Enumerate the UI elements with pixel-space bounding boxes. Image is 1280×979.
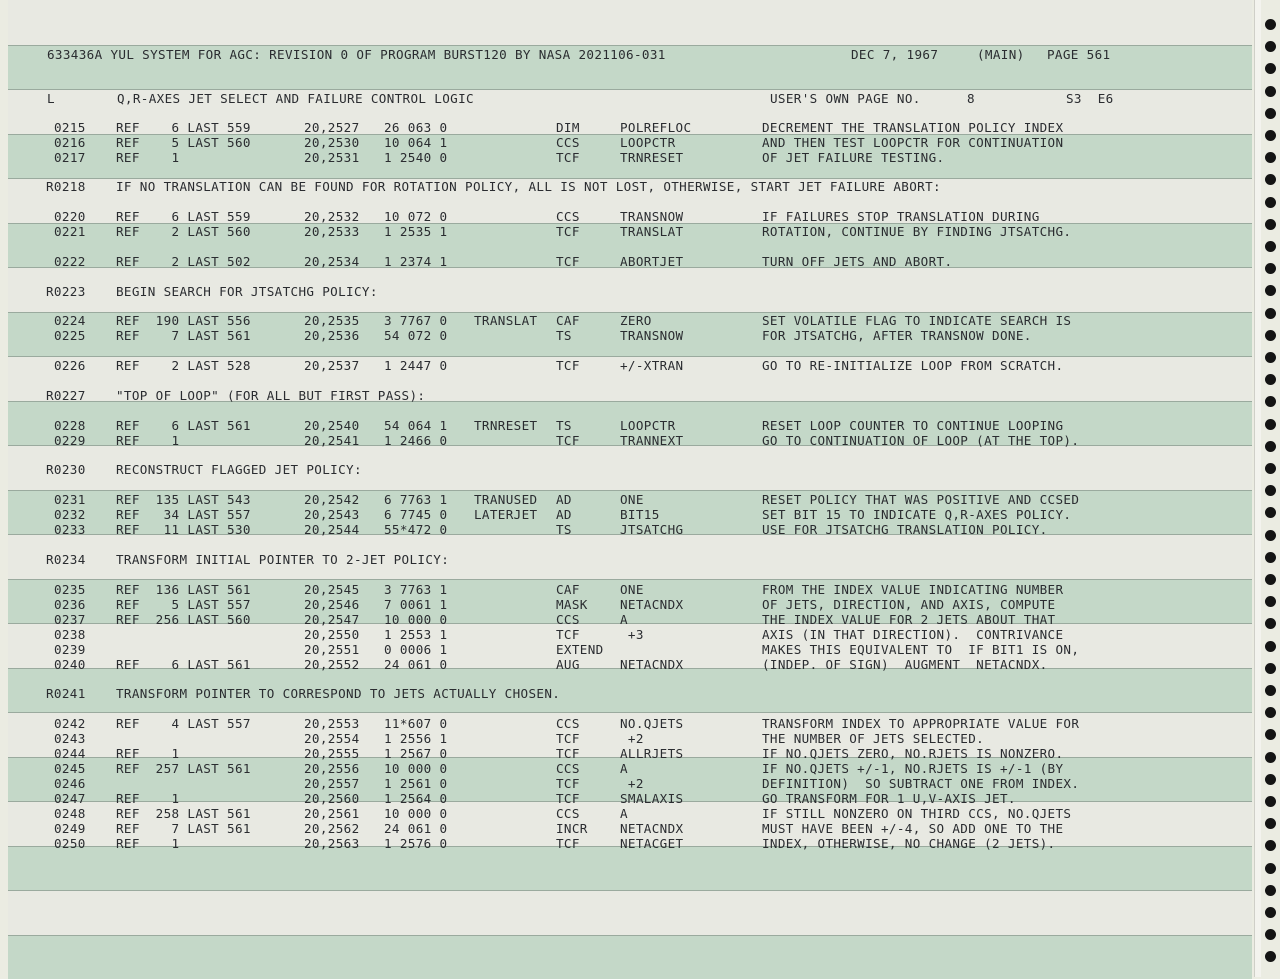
- address: 20,2544: [304, 522, 360, 537]
- rule-line: [8, 356, 1252, 357]
- line-number: 0225: [54, 328, 86, 343]
- opcode: TCF: [556, 224, 580, 239]
- address: 20,2561: [304, 806, 360, 821]
- label: TRANSLAT: [474, 313, 537, 328]
- comment: AND THEN TEST LOOPCTR FOR CONTINUATION: [762, 135, 1063, 150]
- comment: IF NO.QJETS ZERO, NO.RJETS IS NONZERO.: [762, 746, 1063, 761]
- operand: JTSATCHG: [620, 522, 683, 537]
- feed-hole-icon: [1265, 19, 1276, 30]
- reference: REF 135 LAST 543: [116, 492, 251, 507]
- operand: TRANSNOW: [620, 209, 683, 224]
- address: 20,2547: [304, 612, 360, 627]
- remark-text: "TOP OF LOOP" (FOR ALL BUT FIRST PASS):: [116, 388, 425, 403]
- opcode: DIM: [556, 120, 580, 135]
- address: 20,2556: [304, 761, 360, 776]
- line-number: 0224: [54, 313, 86, 328]
- line-number: 0243: [54, 731, 86, 746]
- opcode: TCF: [556, 358, 580, 373]
- feed-hole-icon: [1265, 41, 1276, 52]
- octal-word: 10 064 1: [384, 135, 447, 150]
- reference: REF 256 LAST 560: [116, 612, 251, 627]
- line-number: 0238: [54, 627, 86, 642]
- rule-line: [8, 935, 1252, 936]
- section-header: [47, 91, 63, 106]
- operand: LOOPCTR: [620, 418, 676, 433]
- feed-hole-icon: [1265, 86, 1276, 97]
- line-number: 0232: [54, 507, 86, 522]
- address: 20,2532: [304, 209, 360, 224]
- comment: IF FAILURES STOP TRANSLATION DURING: [762, 209, 1040, 224]
- sheet-edge: [1254, 0, 1261, 977]
- comment: INDEX, OTHERWISE, NO CHANGE (2 JETS).: [762, 836, 1056, 851]
- opcode: AD: [556, 507, 572, 522]
- comment: GO TRANSFORM FOR 1 U,V-AXIS JET.: [762, 791, 1016, 806]
- feed-hole-icon: [1265, 729, 1276, 740]
- opcode: CAF: [556, 582, 580, 597]
- octal-word: 11*607 0: [384, 716, 447, 731]
- comment: FOR JTSATCHG, AFTER TRANSNOW DONE.: [762, 328, 1032, 343]
- operand: SMALAXIS: [620, 791, 683, 806]
- reference: REF 6 LAST 559: [116, 120, 251, 135]
- line-number: 0245: [54, 761, 86, 776]
- octal-word: 0 0006 1: [384, 642, 447, 657]
- address: 20,2562: [304, 821, 360, 836]
- comment: FROM THE INDEX VALUE INDICATING NUMBER: [762, 582, 1063, 597]
- octal-word: 54 064 1: [384, 418, 447, 433]
- feed-hole-icon: [1265, 197, 1276, 208]
- comment: IF NO.QJETS +/-1, NO.RJETS IS +/-1 (BY: [762, 761, 1063, 776]
- feed-hole-icon: [1265, 574, 1276, 585]
- feed-hole-icon: [1265, 530, 1276, 541]
- operand: ONE: [620, 582, 644, 597]
- octal-word: 10 072 0: [384, 209, 447, 224]
- comment: OF JET FAILURE TESTING.: [762, 150, 944, 165]
- feed-hole-icon: [1265, 174, 1276, 185]
- listing-type: L: [47, 91, 55, 106]
- octal-word: 1 2374 1: [384, 254, 447, 269]
- comment: MAKES THIS EQUIVALENT TO IF BIT1 IS ON,: [762, 642, 1079, 657]
- opcode: CCS: [556, 716, 580, 731]
- comment: THE NUMBER OF JETS SELECTED.: [762, 731, 984, 746]
- octal-word: 1 2535 1: [384, 224, 447, 239]
- operand: TRANSNOW: [620, 328, 683, 343]
- line-number: R0230: [46, 462, 86, 477]
- comment: SET BIT 15 TO INDICATE Q,R-AXES POLICY.: [762, 507, 1071, 522]
- opcode: CCS: [556, 135, 580, 150]
- opcode: TS: [556, 328, 572, 343]
- page-ref: S3 E6: [1066, 91, 1114, 106]
- page-number: PAGE 561: [1047, 47, 1110, 62]
- opcode: CAF: [556, 313, 580, 328]
- feed-hole-icon: [1265, 863, 1276, 874]
- feed-hole-icon: [1265, 951, 1276, 962]
- opcode: TCF: [556, 746, 580, 761]
- octal-word: 3 7763 1: [384, 582, 447, 597]
- opcode: AD: [556, 492, 572, 507]
- opcode: AUG: [556, 657, 580, 672]
- line-number: 0221: [54, 224, 86, 239]
- line-number: R0223: [46, 284, 86, 299]
- address: 20,2552: [304, 657, 360, 672]
- line-number: 0237: [54, 612, 86, 627]
- own-page-number: 8: [967, 91, 975, 106]
- listing-title: 633436A YUL SYSTEM FOR AGC: REVISION 0 OF PROGRAM BURST120 BY NASA 2021106-031: [47, 47, 666, 62]
- operand: ONE: [620, 492, 644, 507]
- reference: REF 190 LAST 556: [116, 313, 251, 328]
- operand: ABORTJET: [620, 254, 683, 269]
- address: 20,2551: [304, 642, 360, 657]
- opcode: TCF: [556, 836, 580, 851]
- operand: TRANNEXT: [620, 433, 683, 448]
- feed-hole-icon: [1265, 929, 1276, 940]
- operand: +/-XTRAN: [620, 358, 683, 373]
- opcode: EXTEND: [556, 642, 604, 657]
- octal-word: 10 000 0: [384, 612, 447, 627]
- comment: RESET LOOP COUNTER TO CONTINUE LOOPING: [762, 418, 1063, 433]
- comment: RESET POLICY THAT WAS POSITIVE AND CCSED: [762, 492, 1079, 507]
- comment: DECREMENT THE TRANSLATION POLICY INDEX: [762, 120, 1063, 135]
- operand: A: [620, 761, 628, 776]
- own-page-label: USER'S OWN PAGE NO.: [770, 91, 921, 106]
- feed-hole-icon: [1265, 352, 1276, 363]
- address: 20,2530: [304, 135, 360, 150]
- feed-hole-icon: [1265, 796, 1276, 807]
- feed-hole-icon: [1265, 108, 1276, 119]
- feed-hole-icon: [1265, 285, 1276, 296]
- feed-hole-icon: [1265, 130, 1276, 141]
- reference: REF 257 LAST 561: [116, 761, 251, 776]
- opcode: TCF: [556, 791, 580, 806]
- comment: MUST HAVE BEEN +/-4, SO ADD ONE TO THE: [762, 821, 1063, 836]
- reference: REF 1: [116, 433, 179, 448]
- label: TRANUSED: [474, 492, 537, 507]
- feed-hole-icon: [1265, 641, 1276, 652]
- address: 20,2545: [304, 582, 360, 597]
- reference: REF 6 LAST 559: [116, 209, 251, 224]
- greenbar-band: [8, 935, 1252, 979]
- feed-hole-icon: [1265, 818, 1276, 829]
- line-number: 0239: [54, 642, 86, 657]
- octal-word: 1 2553 1: [384, 627, 447, 642]
- address: 20,2543: [304, 507, 360, 522]
- address: 20,2546: [304, 597, 360, 612]
- line-number: 0247: [54, 791, 86, 806]
- page-header: [47, 47, 63, 62]
- reference: REF 1: [116, 746, 179, 761]
- feed-hole-icon: [1265, 840, 1276, 851]
- feed-hole-icon: [1265, 907, 1276, 918]
- feed-hole-icon: [1265, 663, 1276, 674]
- opcode: CCS: [556, 806, 580, 821]
- octal-word: 10 000 0: [384, 761, 447, 776]
- octal-word: 6 7745 0: [384, 507, 447, 522]
- rule-line: [8, 89, 1252, 90]
- feed-hole-icon: [1265, 396, 1276, 407]
- octal-word: 1 2564 0: [384, 791, 447, 806]
- opcode: TCF: [556, 433, 580, 448]
- address: 20,2560: [304, 791, 360, 806]
- line-number: 0244: [54, 746, 86, 761]
- reference: REF 7 LAST 561: [116, 328, 251, 343]
- reference: REF 1: [116, 791, 179, 806]
- operand: NETACNDX: [620, 597, 683, 612]
- feed-hole-icon: [1265, 485, 1276, 496]
- comment: DEFINITION) SO SUBTRACT ONE FROM INDEX.: [762, 776, 1079, 791]
- feed-hole-icon: [1265, 263, 1276, 274]
- remark-text: RECONSTRUCT FLAGGED JET POLICY:: [116, 462, 362, 477]
- address: 20,2554: [304, 731, 360, 746]
- opcode: CCS: [556, 761, 580, 776]
- feed-hole-icon: [1265, 63, 1276, 74]
- line-number: R0218: [46, 179, 86, 194]
- operand: TRANSLAT: [620, 224, 683, 239]
- comment: OF JETS, DIRECTION, AND AXIS, COMPUTE: [762, 597, 1056, 612]
- feed-hole-icon: [1265, 752, 1276, 763]
- rule-line: [8, 579, 1252, 580]
- reference: REF 7 LAST 561: [116, 821, 251, 836]
- rule-line: [8, 45, 1252, 46]
- reference: REF 136 LAST 561: [116, 582, 251, 597]
- opcode: TS: [556, 418, 572, 433]
- address: 20,2535: [304, 313, 360, 328]
- feed-hole-icon: [1265, 596, 1276, 607]
- octal-word: 24 061 0: [384, 821, 447, 836]
- comment: GO TO RE-INITIALIZE LOOP FROM SCRATCH.: [762, 358, 1063, 373]
- label: TRNRESET: [474, 418, 537, 433]
- address: 20,2536: [304, 328, 360, 343]
- octal-word: 1 2556 1: [384, 731, 447, 746]
- rule-line: [8, 890, 1252, 891]
- operand: ZERO: [620, 313, 652, 328]
- operand: NETACNDX: [620, 821, 683, 836]
- line-number: 0250: [54, 836, 86, 851]
- octal-word: 54 072 0: [384, 328, 447, 343]
- line-number: 0226: [54, 358, 86, 373]
- operand: NETACGET: [620, 836, 683, 851]
- feed-hole-icon: [1265, 685, 1276, 696]
- address: 20,2540: [304, 418, 360, 433]
- address: 20,2531: [304, 150, 360, 165]
- feed-hole-icon: [1265, 774, 1276, 785]
- opcode: INCR: [556, 821, 588, 836]
- reference: REF 5 LAST 557: [116, 597, 251, 612]
- opcode: TCF: [556, 150, 580, 165]
- perforation-strip: [1262, 0, 1280, 977]
- octal-word: 1 2466 0: [384, 433, 447, 448]
- line-number: 0222: [54, 254, 86, 269]
- line-number: 0217: [54, 150, 86, 165]
- operand: A: [620, 612, 628, 627]
- reference: REF 2 LAST 502: [116, 254, 251, 269]
- feed-hole-icon: [1265, 552, 1276, 563]
- octal-word: 10 000 0: [384, 806, 447, 821]
- line-number: 0215: [54, 120, 86, 135]
- rule-line: [8, 490, 1252, 491]
- octal-word: 24 061 0: [384, 657, 447, 672]
- octal-word: 1 2567 0: [384, 746, 447, 761]
- octal-word: 1 2561 0: [384, 776, 447, 791]
- comment: ROTATION, CONTINUE BY FINDING JTSATCHG.: [762, 224, 1071, 239]
- address: 20,2542: [304, 492, 360, 507]
- line-number: 0216: [54, 135, 86, 150]
- comment: TRANSFORM INDEX TO APPROPRIATE VALUE FOR: [762, 716, 1079, 731]
- octal-word: 26 063 0: [384, 120, 447, 135]
- line-number: 0246: [54, 776, 86, 791]
- remark-text: IF NO TRANSLATION CAN BE FOUND FOR ROTATION POLICY, ALL IS NOT LOST, OTHERWISE, START JET FAILURE ABORT:: [116, 179, 941, 194]
- operand: +2: [620, 776, 644, 791]
- opcode: TS: [556, 522, 572, 537]
- operand: NO.QJETS: [620, 716, 683, 731]
- opcode: TCF: [556, 627, 580, 642]
- reference: REF 6 LAST 561: [116, 418, 251, 433]
- reference: REF 1: [116, 836, 179, 851]
- line-number: 0242: [54, 716, 86, 731]
- line-number: 0228: [54, 418, 86, 433]
- feed-hole-icon: [1265, 419, 1276, 430]
- reference: REF 1: [116, 150, 179, 165]
- comment: SET VOLATILE FLAG TO INDICATE SEARCH IS: [762, 313, 1071, 328]
- address: 20,2533: [304, 224, 360, 239]
- line-number: 0249: [54, 821, 86, 836]
- octal-word: 55*472 0: [384, 522, 447, 537]
- reference: REF 2 LAST 560: [116, 224, 251, 239]
- feed-hole-icon: [1265, 241, 1276, 252]
- address: 20,2550: [304, 627, 360, 642]
- line-number: 0229: [54, 433, 86, 448]
- octal-word: 6 7763 1: [384, 492, 447, 507]
- line-number: R0241: [46, 686, 86, 701]
- address: 20,2553: [304, 716, 360, 731]
- comment: AXIS (IN THAT DIRECTION). CONTRIVANCE: [762, 627, 1063, 642]
- reference: REF 5 LAST 560: [116, 135, 251, 150]
- address: 20,2527: [304, 120, 360, 135]
- comment: TURN OFF JETS AND ABORT.: [762, 254, 952, 269]
- section-title: Q,R-AXES JET SELECT AND FAILURE CONTROL LOGIC: [117, 91, 474, 106]
- reference: REF 2 LAST 528: [116, 358, 251, 373]
- opcode: TCF: [556, 776, 580, 791]
- octal-word: 1 2540 0: [384, 150, 447, 165]
- feed-hole-icon: [1265, 707, 1276, 718]
- feed-hole-icon: [1265, 507, 1276, 518]
- operand: TRNRESET: [620, 150, 683, 165]
- rule-line: [8, 712, 1252, 713]
- line-number: R0227: [46, 388, 86, 403]
- comment: GO TO CONTINUATION OF LOOP (AT THE TOP).: [762, 433, 1079, 448]
- listing-date: DEC 7, 1967: [851, 47, 938, 62]
- opcode: CCS: [556, 612, 580, 627]
- remark-text: TRANSFORM INITIAL POINTER TO 2-JET POLICY:: [116, 552, 449, 567]
- address: 20,2555: [304, 746, 360, 761]
- line-number: R0234: [46, 552, 86, 567]
- address: 20,2534: [304, 254, 360, 269]
- greenbar-band: [8, 846, 1252, 891]
- comment: THE INDEX VALUE FOR 2 JETS ABOUT THAT: [762, 612, 1056, 627]
- operand: +3: [620, 627, 644, 642]
- feed-hole-icon: [1265, 885, 1276, 896]
- address: 20,2537: [304, 358, 360, 373]
- feed-hole-icon: [1265, 330, 1276, 341]
- line-number: 0220: [54, 209, 86, 224]
- octal-word: 1 2447 0: [384, 358, 447, 373]
- operand: LOOPCTR: [620, 135, 676, 150]
- line-number: 0233: [54, 522, 86, 537]
- operand: ALLRJETS: [620, 746, 683, 761]
- reference: REF 6 LAST 561: [116, 657, 251, 672]
- address: 20,2563: [304, 836, 360, 851]
- listing-mode: (MAIN): [977, 47, 1025, 62]
- address: 20,2541: [304, 433, 360, 448]
- feed-hole-icon: [1265, 441, 1276, 452]
- reference: REF 4 LAST 557: [116, 716, 251, 731]
- opcode: TCF: [556, 731, 580, 746]
- remark-text: BEGIN SEARCH FOR JTSATCHG POLICY:: [116, 284, 378, 299]
- comment: IF STILL NONZERO ON THIRD CCS, NO.QJETS: [762, 806, 1071, 821]
- octal-word: 7 0061 1: [384, 597, 447, 612]
- octal-word: 3 7767 0: [384, 313, 447, 328]
- reference: REF 34 LAST 557: [116, 507, 251, 522]
- operand: +2: [620, 731, 644, 746]
- operand: NETACNDX: [620, 657, 683, 672]
- feed-hole-icon: [1265, 463, 1276, 474]
- feed-hole-icon: [1265, 308, 1276, 319]
- feed-hole-icon: [1265, 219, 1276, 230]
- operand: POLREFLOC: [620, 120, 691, 135]
- line-number: 0240: [54, 657, 86, 672]
- line-number: 0231: [54, 492, 86, 507]
- feed-hole-icon: [1265, 374, 1276, 385]
- operand: BIT15: [620, 507, 660, 522]
- address: 20,2557: [304, 776, 360, 791]
- opcode: CCS: [556, 209, 580, 224]
- reference: REF 258 LAST 561: [116, 806, 251, 821]
- remark-text: TRANSFORM POINTER TO CORRESPOND TO JETS ACTUALLY CHOSEN.: [116, 686, 560, 701]
- operand: A: [620, 806, 628, 821]
- comment: USE FOR JTSATCHG TRANSLATION POLICY.: [762, 522, 1048, 537]
- opcode: MASK: [556, 597, 588, 612]
- octal-word: 1 2576 0: [384, 836, 447, 851]
- feed-hole-icon: [1265, 618, 1276, 629]
- opcode: TCF: [556, 254, 580, 269]
- label: LATERJET: [474, 507, 537, 522]
- line-number: 0248: [54, 806, 86, 821]
- line-number: 0236: [54, 597, 86, 612]
- reference: REF 11 LAST 530: [116, 522, 251, 537]
- comment: (INDEP. OF SIGN) AUGMENT NETACNDX.: [762, 657, 1048, 672]
- line-number: 0235: [54, 582, 86, 597]
- feed-hole-icon: [1265, 152, 1276, 163]
